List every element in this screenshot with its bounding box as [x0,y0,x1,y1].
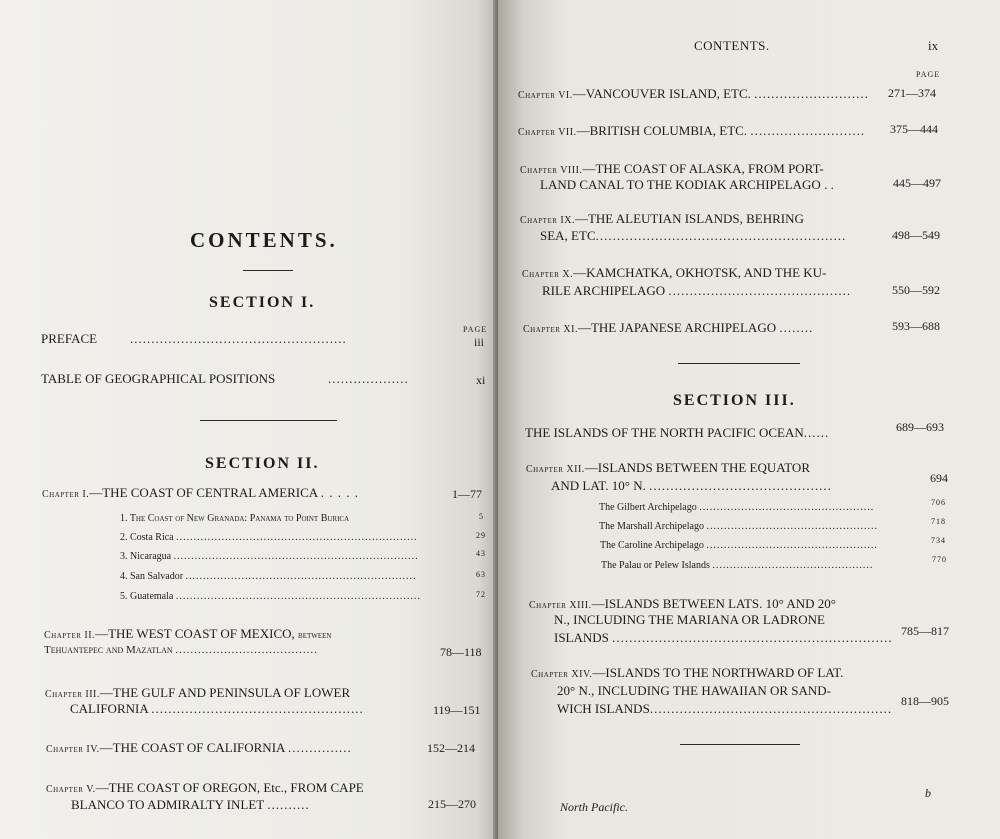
sub-entry-marshall[interactable] [599,521,878,532]
chapter-lead: Chapter XII. [526,464,585,475]
chapter-line [531,665,843,681]
sub-entry-palau[interactable] [601,560,873,571]
chapter-line [70,701,364,717]
toc-dots: ..................................................................... [176,532,418,543]
left-page [0,0,498,839]
chapter-title: WICH ISLANDS [557,701,650,716]
chapter-line [44,644,318,656]
toc-dots: ...................................... [175,644,318,656]
chapter-title: —ISLANDS TO THE NORTHWARD OF LAT. [592,665,844,680]
toc-page: 72 [476,590,486,599]
toc-dots: ............... [287,740,352,755]
chapter-line [551,478,832,494]
chapter-lead: Chapter I. [42,489,90,500]
toc-page: 718 [931,517,946,526]
toc-dots: ................... [328,371,409,386]
chapter-lead: Chapter VIII. [520,165,583,176]
toc-page: iii [474,335,485,349]
chapter-lead: Chapter V. [46,784,96,795]
toc-page: 43 [476,549,486,558]
chapter-line [520,211,804,227]
toc-dots: .............................................. [712,560,874,571]
toc-page: 550—592 [892,283,940,297]
toc-dots: ........................... [754,86,869,101]
toc-dots: .................................................................. [612,630,893,645]
toc-page: 271—374 [888,86,936,100]
chapter-lead: Chapter III. [45,689,100,700]
footer-signature-note: North Pacific. [560,800,628,814]
chapter-line [518,86,869,102]
toc-dots: .................................................................. [185,571,417,582]
sub-entry-gilbert[interactable] [599,502,874,513]
chapter-title: —KAMCHATKA, OKHOTSK, AND THE KU- [573,265,827,280]
chapter-title: RILE ARCHIPELAGO [542,283,666,298]
toc-label: 4. San Salvador [120,571,184,582]
toc-page: 689—693 [896,420,944,434]
right-page [498,0,1000,839]
chapter-title: —THE ALEUTIAN ISLANDS, BEHRING [574,211,804,226]
toc-label: The Caroline Archipelago [600,540,704,551]
chapter-line [522,265,826,281]
toc-dots: ........................... [750,123,866,138]
toc-page: 734 [931,536,946,545]
contents-title: CONTENTS. [190,228,338,252]
chapter-line: LAND CANAL TO THE KODIAK ARCHIPELAGO . . [540,177,834,192]
chapter-line [526,460,810,476]
chapter-lead: Chapter IX. [520,215,575,226]
chapter-lead: Chapter X. [522,269,574,280]
toc-dots: ................................................... [130,331,347,346]
toc-dots: ................................................. [706,521,878,532]
toc-page: 770 [932,555,947,564]
page-label: PAGE [916,70,941,79]
toc-dots: .......... [267,797,310,812]
toc-page: 5 [479,512,484,521]
toc-dots: .................................................. [699,502,875,513]
chapter-title: —VANCOUVER ISLAND, ETC. [572,86,751,101]
toc-dots: . . . . . [320,485,359,500]
chapter-title-small: between [298,630,332,641]
toc-page: 1—77 [452,487,482,501]
chapter-line [557,701,892,717]
chapter-title: —THE COAST OF CENTRAL AMERICA [89,485,318,500]
toc-page: 785—817 [901,624,949,638]
toc-page: 215—270 [428,797,476,811]
toc-page: 152—214 [427,741,475,755]
chapter-lead: Chapter VI. [518,90,573,101]
chapter-title: —ISLANDS BETWEEN THE EQUATOR [584,460,810,475]
chapter-line [520,161,824,177]
toc-page: 375—444 [890,122,938,136]
sub-entry-caroline[interactable] [600,540,878,551]
section-2-heading: SECTION II. [205,455,320,472]
toc-page: 706 [931,498,946,507]
toc-dots: ......................................................... [649,701,893,716]
chapter-line [71,797,310,813]
toc-page: 78—118 [440,645,482,659]
section-rule [680,744,800,745]
chapter-title: —THE JAPANESE ARCHIPELAGO [577,320,777,335]
toc-label: The Gilbert Archipelago [599,502,697,513]
page-label: PAGE [463,325,488,334]
toc-page: 593—688 [892,319,940,333]
toc-dots: ........ [779,320,814,335]
toc-page: 498—549 [892,228,940,242]
chapter-title: —BRITISH COLUMBIA, ETC. [576,123,748,138]
page-number: ix [928,38,939,53]
toc-dots: .................................................. [151,701,364,716]
toc-label: 3. Nicaragua [120,551,172,562]
chapter-lead: Chapter XIV. [531,669,593,680]
toc-label: 1. The Coast of New Granada: Panama to Point Burica [120,513,350,524]
chapter-line [540,228,846,244]
chapter-line [518,123,865,139]
sub-entry-guatemala[interactable] [120,591,421,602]
toc-page: 818—905 [901,694,949,708]
chapter-title: —THE COAST OF ALASKA, FROM PORT- [582,161,824,176]
toc-label: THE ISLANDS OF THE NORTH PACIFIC OCEAN [525,425,804,440]
toc-dots: ........................................... [649,478,832,493]
toc-page: 119—151 [433,703,481,717]
toc-label: 2. Costa Rica [120,532,174,543]
chapter-lead: Chapter XI. [523,324,578,335]
chapter-lead: Chapter II. [44,630,96,641]
sub-entry-san-salvador[interactable] [120,571,417,582]
toc-dots: ........................................................... [595,228,847,243]
section-3-heading: SECTION III. [673,392,796,409]
toc-dots: ...................................................................... [173,551,419,562]
toc-label: The Palau or Pelew Islands [601,560,710,571]
chapter-title: AND LAT. 10° N. [551,478,646,493]
section-rule [200,420,337,421]
chapter-lead: Chapter IV. [46,744,100,755]
chapter-title: —THE WEST COAST OF MEXICO, [95,626,295,641]
toc-dots: ................................................. [706,540,878,551]
chapter-line: 20° N., INCLUDING THE HAWAIIAN OR SAND- [557,683,832,698]
chapter-line [44,626,331,642]
chapter-title: SEA, ETC [540,228,596,243]
running-header: CONTENTS. [694,38,770,53]
section-rule [678,363,800,364]
sub-entry-new-granada[interactable] [120,513,349,524]
toc-page: 445—497 [893,176,941,190]
chapter-line [554,630,893,646]
chapter-title: —THE GULF AND PENINSULA OF LOWER [99,685,351,700]
toc-page: 694 [930,471,948,485]
sub-entry-costa-rica[interactable] [120,532,418,543]
section-1-heading: SECTION I. [209,294,316,311]
chapter-line [45,685,350,701]
toc-label: 5. Guatemala [120,591,174,602]
toc-label: PREFACE [41,331,98,346]
toc-dots: ........................................... [668,283,852,298]
chapter-title: CALIFORNIA [70,701,149,716]
toc-page: 63 [476,570,486,579]
footer-signature-mark: b [925,786,931,800]
chapter-line [542,283,851,299]
chapter-title: ISLANDS [554,630,609,645]
toc-dots: ...... [803,425,830,440]
chapter-line [46,740,352,756]
chapter-line [525,425,829,441]
chapter-line [42,485,359,501]
chapter-title: Tehuantepec and Mazatlan [44,644,173,656]
toc-label: TABLE OF GEOGRAPHICAL POSITIONS [41,371,276,386]
chapter-title: —THE COAST OF CALIFORNIA [99,740,285,755]
chapter-line [46,780,364,796]
chapter-title: —THE COAST OF OREGON, Etc., FROM CAPE [95,780,364,795]
chapter-line: N., INCLUDING THE MARIANA OR LADRONE [554,612,825,627]
chapter-line [529,596,836,612]
chapter-title: —ISLANDS BETWEEN LATS. 10° AND 20° [591,596,837,611]
chapter-line [523,320,813,336]
toc-page: 29 [476,531,486,540]
chapter-title: BLANCO TO ADMIRALTY INLET [71,797,264,812]
toc-page: xi [476,373,486,387]
chapter-lead: Chapter VII. [518,127,577,138]
chapter-lead: Chapter XIII. [529,600,592,611]
title-rule [243,270,293,271]
sub-entry-nicaragua[interactable] [120,551,419,562]
toc-dots: ...................................................................... [175,591,421,602]
toc-label: The Marshall Archipelago [599,521,704,532]
